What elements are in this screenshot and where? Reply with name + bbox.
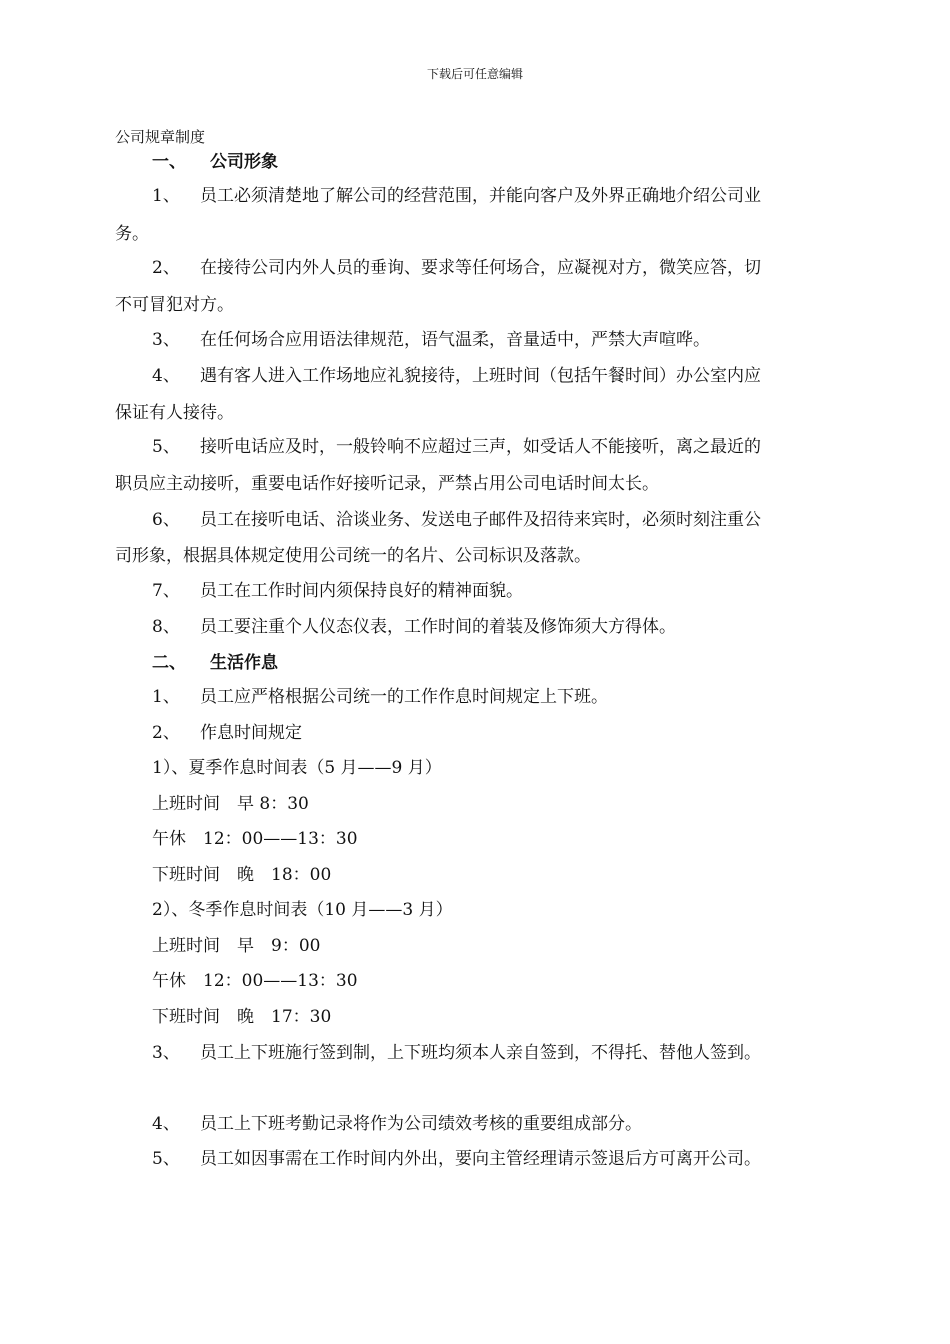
item-4-text: 遇有客人进入工作场地应礼貌接待，上班时间（包括午餐时间）办公室内应 [200, 366, 761, 386]
item-4-text-cont: 保证有人接待。 [115, 403, 234, 423]
s2-item-1-number: 1、 [152, 687, 180, 707]
item-7-number: 7、 [152, 581, 180, 601]
summer-lunch-time: 午休 12：00——13：30 [152, 829, 358, 849]
section-2-title: 生活作息 [210, 653, 278, 673]
section-1-title: 公司形象 [210, 152, 278, 172]
s2-item-1-text: 员工应严格根据公司统一的工作作息时间规定上下班。 [200, 687, 608, 707]
item-3-number: 3、 [152, 330, 180, 350]
item-4-number: 4、 [152, 366, 180, 386]
winter-end-time: 下班时间 晚 17：30 [152, 1007, 332, 1027]
s2-item-2-text: 作息时间规定 [200, 723, 302, 743]
item-6-number: 6、 [152, 510, 180, 530]
winter-schedule-heading: 2）、冬季作息时间表（10 月——3 月） [152, 900, 453, 920]
item-5-number: 5、 [152, 437, 180, 457]
s2-item-5-text: 员工如因事需在工作时间内外出，要向主管经理请示签退后方可离开公司。 [200, 1149, 761, 1169]
item-8-number: 8、 [152, 617, 180, 637]
section-2-number: 二、 [152, 653, 186, 673]
item-8-text: 员工要注重个人仪态仪表，工作时间的着装及修饰须大方得体。 [200, 617, 676, 637]
s2-item-5-number: 5、 [152, 1149, 180, 1169]
summer-start-time: 上班时间 早 8：30 [152, 794, 309, 814]
item-2-text: 在接待公司内外人员的垂询、要求等任何场合，应凝视对方，微笑应答，切 [200, 258, 761, 278]
item-5-text-cont: 职员应主动接听，重要电话作好接听记录，严禁占用公司电话时间太长。 [115, 474, 659, 494]
s2-item-3-text: 员工上下班施行签到制，上下班均须本人亲自签到，不得托、替他人签到。 [200, 1043, 761, 1063]
summer-schedule-heading: 1）、夏季作息时间表（5 月——9 月） [152, 758, 442, 778]
s2-item-4-text: 员工上下班考勤记录将作为公司绩效考核的重要组成部分。 [200, 1114, 642, 1134]
s2-item-4-number: 4、 [152, 1114, 180, 1134]
s2-item-3-number: 3、 [152, 1043, 180, 1063]
item-1-text-cont: 务。 [115, 224, 149, 244]
item-6-text-cont: 司形象，根据具体规定使用公司统一的名片、公司标识及落款。 [115, 546, 591, 566]
page-header: 下载后可任意编辑 [426, 67, 523, 81]
summer-end-time: 下班时间 晚 18：00 [152, 865, 332, 885]
winter-lunch-time: 午休 12：00——13：30 [152, 971, 358, 991]
item-6-text: 员工在接听电话、洽谈业务、发送电子邮件及招待来宾时，必须时刻注重公 [200, 510, 761, 530]
document-title: 公司规章制度 [115, 128, 206, 146]
item-1-number: 1、 [152, 186, 180, 206]
s2-item-2-number: 2、 [152, 723, 180, 743]
item-5-text: 接听电话应及时，一般铃响不应超过三声，如受话人不能接听，离之最近的 [200, 437, 761, 457]
section-1-number: 一、 [152, 152, 186, 172]
item-2-number: 2、 [152, 258, 180, 278]
item-3-text: 在任何场合应用语法律规范，语气温柔，音量适中，严禁大声喧哗。 [200, 330, 710, 350]
item-7-text: 员工在工作时间内须保持良好的精神面貌。 [200, 581, 523, 601]
item-1-text: 员工必须清楚地了解公司的经营范围，并能向客户及外界正确地介绍公司业 [200, 186, 761, 206]
winter-start-time: 上班时间 早 9：00 [152, 936, 321, 956]
item-2-text-cont: 不可冒犯对方。 [115, 295, 234, 315]
